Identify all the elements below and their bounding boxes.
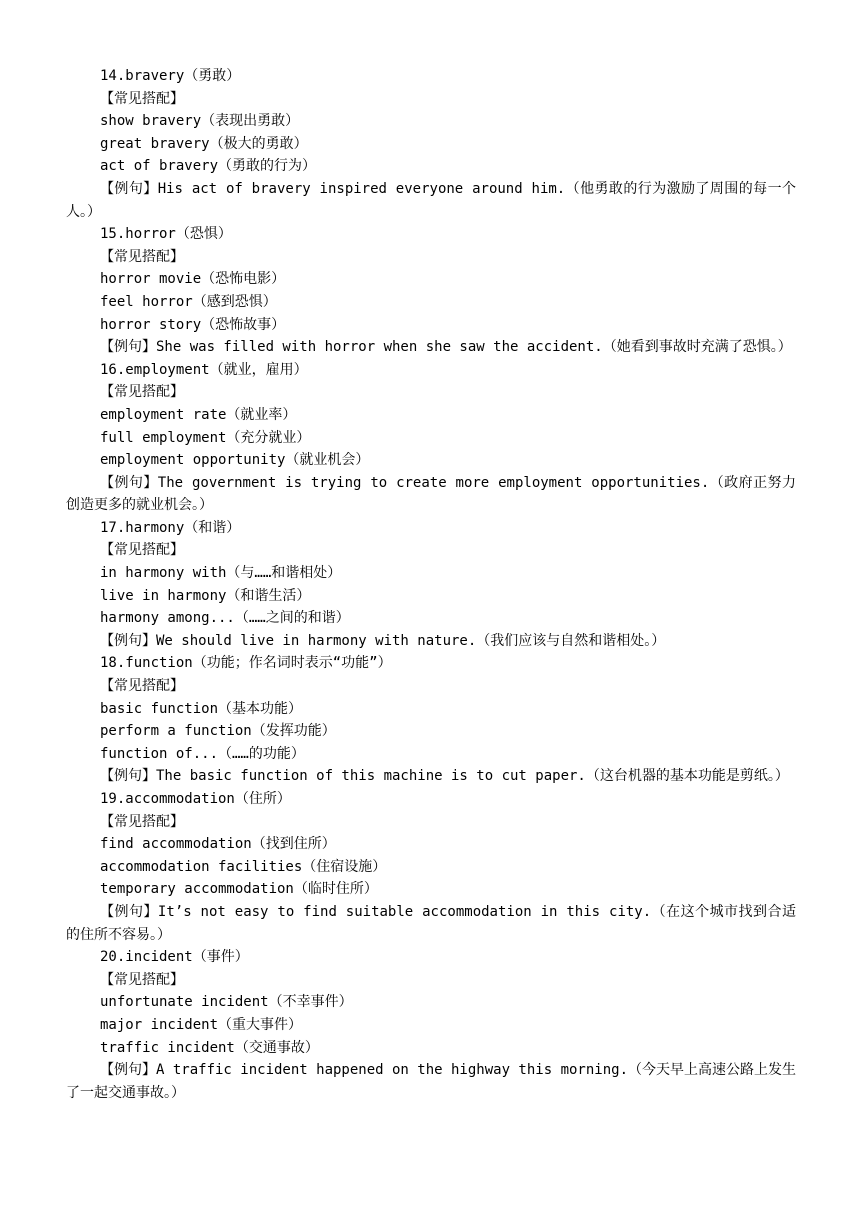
entry-20 xyxy=(66,946,796,1104)
entry-heading: 15.horror（恐惧） xyxy=(100,226,232,243)
example-sentence: 【例句】She was filled with horror when she saw the accident.（她看到事故时充满了恐惧。） xyxy=(100,339,792,356)
entry-16 xyxy=(66,359,796,517)
collocation-item: horror movie（恐怖电影） xyxy=(100,271,286,288)
document-page xyxy=(66,65,796,1104)
example-sentence: 【例句】The basic function of this machine is to cut paper.（这台机器的基本功能是剪纸。） xyxy=(100,768,789,785)
collocation-item: traffic incident（交通事故） xyxy=(100,1039,319,1056)
collocation-item: accommodation facilities（住宿设施） xyxy=(100,858,387,875)
entry-heading: 19.accommodation（住所） xyxy=(100,791,291,807)
example-sentence: 【例句】His act of bravery inspired everyone around him.（他勇敢的行为激励了周围的每一个人。） xyxy=(66,180,796,220)
collocation-item: temporary accommodation（临时住所） xyxy=(100,881,378,898)
collocation-item: perform a function（发挥功能） xyxy=(100,723,336,740)
collocation-item: feel horror（感到恐惧） xyxy=(100,293,277,310)
entry-15 xyxy=(66,223,796,359)
collocation-item: employment rate（就业率） xyxy=(100,406,297,423)
example-sentence: 【例句】The government is trying to create more employment opportunities.（政府正努力创造更多的就业机会。） xyxy=(66,474,796,514)
collocation-item: basic function（基本功能） xyxy=(100,700,303,717)
collocation-item: show bravery（表现出勇敢） xyxy=(100,113,300,130)
example-sentence: 【例句】We should live in harmony with nature.（我们应该与自然和谐相处。） xyxy=(100,632,666,649)
collocation-label: 【常见搭配】 xyxy=(100,971,184,988)
entry-heading: 14.bravery（勇敢） xyxy=(100,68,241,84)
collocation-item: harmony among...（……之间的和谐） xyxy=(100,610,350,627)
entry-heading: 17.harmony（和谐） xyxy=(100,519,241,536)
collocation-label: 【常见搭配】 xyxy=(100,90,184,107)
collocation-label: 【常见搭配】 xyxy=(100,678,184,695)
example-sentence: 【例句】It’s not easy to find suitable accommodation in this city.（在这个城市找到合适的住所不容易。） xyxy=(66,903,796,943)
collocation-item: in harmony with（与……和谐相处） xyxy=(100,565,342,582)
collocation-label: 【常见搭配】 xyxy=(100,248,184,265)
collocation-item: find accommodation（找到住所） xyxy=(100,836,336,853)
collocation-label: 【常见搭配】 xyxy=(100,384,184,401)
collocation-item: live in harmony（和谐生活） xyxy=(100,587,311,604)
entry-17 xyxy=(66,517,796,653)
collocation-item: major incident（重大事件） xyxy=(100,1016,303,1033)
collocation-item: act of bravery（勇敢的行为） xyxy=(100,158,317,175)
collocation-item: horror story（恐怖故事） xyxy=(100,316,286,333)
collocation-item: function of...（……的功能） xyxy=(100,745,305,762)
collocation-item: unfortunate incident（不幸事件） xyxy=(100,994,353,1011)
entry-heading: 16.employment（就业，雇用） xyxy=(100,361,308,378)
example-sentence: 【例句】A traffic incident happened on the highway this morning.（今天早上高速公路上发生了一起交通事故。） xyxy=(66,1062,797,1101)
collocation-label: 【常见搭配】 xyxy=(100,813,184,830)
entry-19 xyxy=(66,788,796,946)
entry-18 xyxy=(66,652,796,788)
collocation-label: 【常见搭配】 xyxy=(100,542,184,559)
entry-heading: 20.incident（事件） xyxy=(100,949,249,966)
collocation-item: great bravery（极大的勇敢） xyxy=(100,135,308,152)
entry-heading: 18.function（功能；作名词时表示“功能”） xyxy=(100,655,392,672)
collocation-item: employment opportunity（就业机会） xyxy=(100,452,370,469)
entry-14 xyxy=(66,65,796,223)
collocation-item: full employment（充分就业） xyxy=(100,429,311,446)
